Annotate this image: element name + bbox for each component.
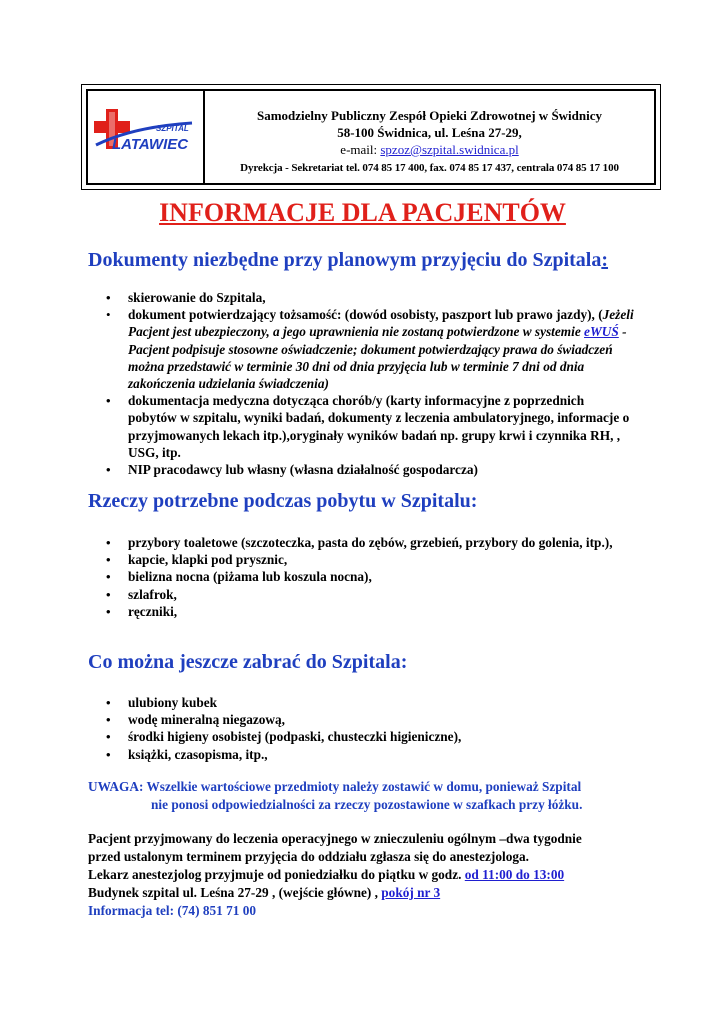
- info-line: Pacjent przyjmowany do leczenia operacyjnego w znieczuleniu ogólnym –dwa tygodnie: [88, 831, 582, 846]
- email-link[interactable]: spzoz@szpital.swidnica.pl: [380, 142, 519, 157]
- section-extra-heading: Co można jeszcze zabrać do Szpitala:: [88, 651, 408, 673]
- email-line: [205, 141, 654, 158]
- list-item: • wodę mineralną niegazową,: [106, 711, 636, 728]
- section-documents-heading: [88, 249, 608, 272]
- letterhead: [81, 84, 661, 190]
- list-item: • ręczniki,: [106, 603, 636, 620]
- list-item: • kapcie, klapki pod prysznic,: [106, 551, 636, 568]
- logo-text-bottom: LATAWIEC: [112, 136, 189, 153]
- list-item: • skierowanie do Szpitala,: [106, 289, 636, 306]
- logo-text-top: SZPITAL: [156, 124, 189, 133]
- page-title: INFORMACJE DLA PACJENTÓW: [159, 198, 566, 227]
- org-address: 58-100 Świdnica, ul. Leśna 27-29,: [337, 125, 522, 140]
- item-text-italic: Jeżeli Pacjent jest ubezpieczony, a jego uprawnienia nie zostaną potwierdzone w systemie: [128, 307, 634, 340]
- ewus-link[interactable]: eWUŚ: [584, 324, 619, 340]
- info-line: [88, 866, 582, 884]
- section-documents-heading-text: Dokumenty niezbędne przy planowym przyjęciu do Szpitala: [88, 249, 602, 271]
- documents-list: [106, 289, 636, 478]
- section-documents-heading-colon: :: [601, 249, 609, 271]
- list-item: • dokumentacja medyczna dotycząca chorób/y (karty informacyjne z poprzednich pobytów w szpitalu, wyniki badań, dokumenty z leczenia ambulatoryjnego, informacje o przyjmowanych lekach itp.),oryginały wyników badań np. grupy krwi i czynnika RH, , USG, itp.: [106, 392, 636, 461]
- list-item: • przybory toaletowe (szczoteczka, pasta do zębów, grzebień, przybory do golenia, itp.),: [106, 534, 636, 551]
- info-phone: Informacja tel: (74) 851 71 00: [88, 903, 257, 918]
- logo-cell: [88, 91, 205, 183]
- info-text: Lekarz anestezjolog przyjmuje od poniedziałku do piątku w godz.: [88, 867, 465, 882]
- info-text: Budynek szpital ul. Leśna 27-29 , (wejście główne) ,: [88, 885, 382, 900]
- contact-numbers: Dyrekcja - Sekretariat tel. 074 85 17 400, fax. 074 85 17 437, centrala 074 85 17 100: [240, 162, 619, 174]
- extra-items-list: [106, 694, 636, 763]
- list-item: • szlafrok,: [106, 586, 636, 603]
- item-text-italic: - Pacjent podpisuje stosowne oświadczenie; dokument potwierdzający prawa do świadczeń można przedstawić w terminie 30 dni od dnia przyjęcia lub w terminie 7 dni od dnia zakończenia udzielania świadczenia): [128, 324, 627, 392]
- list-item: • ulubiony kubek: [106, 694, 636, 711]
- warning-line: UWAGA: Wszelkie wartościowe przedmioty należy zostawić w domu, ponieważ Szpital: [88, 779, 582, 794]
- list-item: [106, 306, 636, 392]
- room-link[interactable]: pokój nr 3: [381, 885, 441, 900]
- letterhead-info: [205, 91, 654, 183]
- org-name: Samodzielny Publiczny Zespół Opieki Zdrowotnej w Świdnicy: [256, 108, 603, 123]
- info-line: przed ustalonym terminem przyjęcia do oddziału zgłasza się do anestezjologa.: [88, 849, 529, 864]
- warning-note: [88, 778, 582, 814]
- anesthesia-info: [88, 830, 582, 920]
- info-line: [88, 884, 582, 902]
- email-label: e-mail:: [340, 142, 381, 157]
- letterhead-inner: [86, 89, 656, 185]
- warning-line: nie ponosi odpowiedzialności za rzeczy pozostawione w szafkach przy łóżku.: [151, 797, 583, 812]
- list-item: • NIP pracodawcy lub własny (własna działalność gospodarcza): [106, 461, 636, 478]
- list-item: • książki, czasopisma, itp.,: [106, 746, 636, 763]
- section-stay-heading: Rzeczy potrzebne podczas pobytu w Szpitalu:: [88, 490, 478, 512]
- list-item: • bielizna nocna (piżama lub koszula nocna),: [106, 568, 636, 585]
- hospital-logo: [92, 105, 196, 157]
- hours-link[interactable]: od 11:00 do 13:00: [464, 867, 565, 882]
- list-item: • środki higieny osobistej (podpaski, chusteczki higieniczne),: [106, 728, 636, 745]
- item-text: dokument potwierdzający tożsamość: (dowód osobisty, paszport lub prawo jazdy), (: [128, 307, 603, 323]
- stay-items-list: [106, 534, 636, 620]
